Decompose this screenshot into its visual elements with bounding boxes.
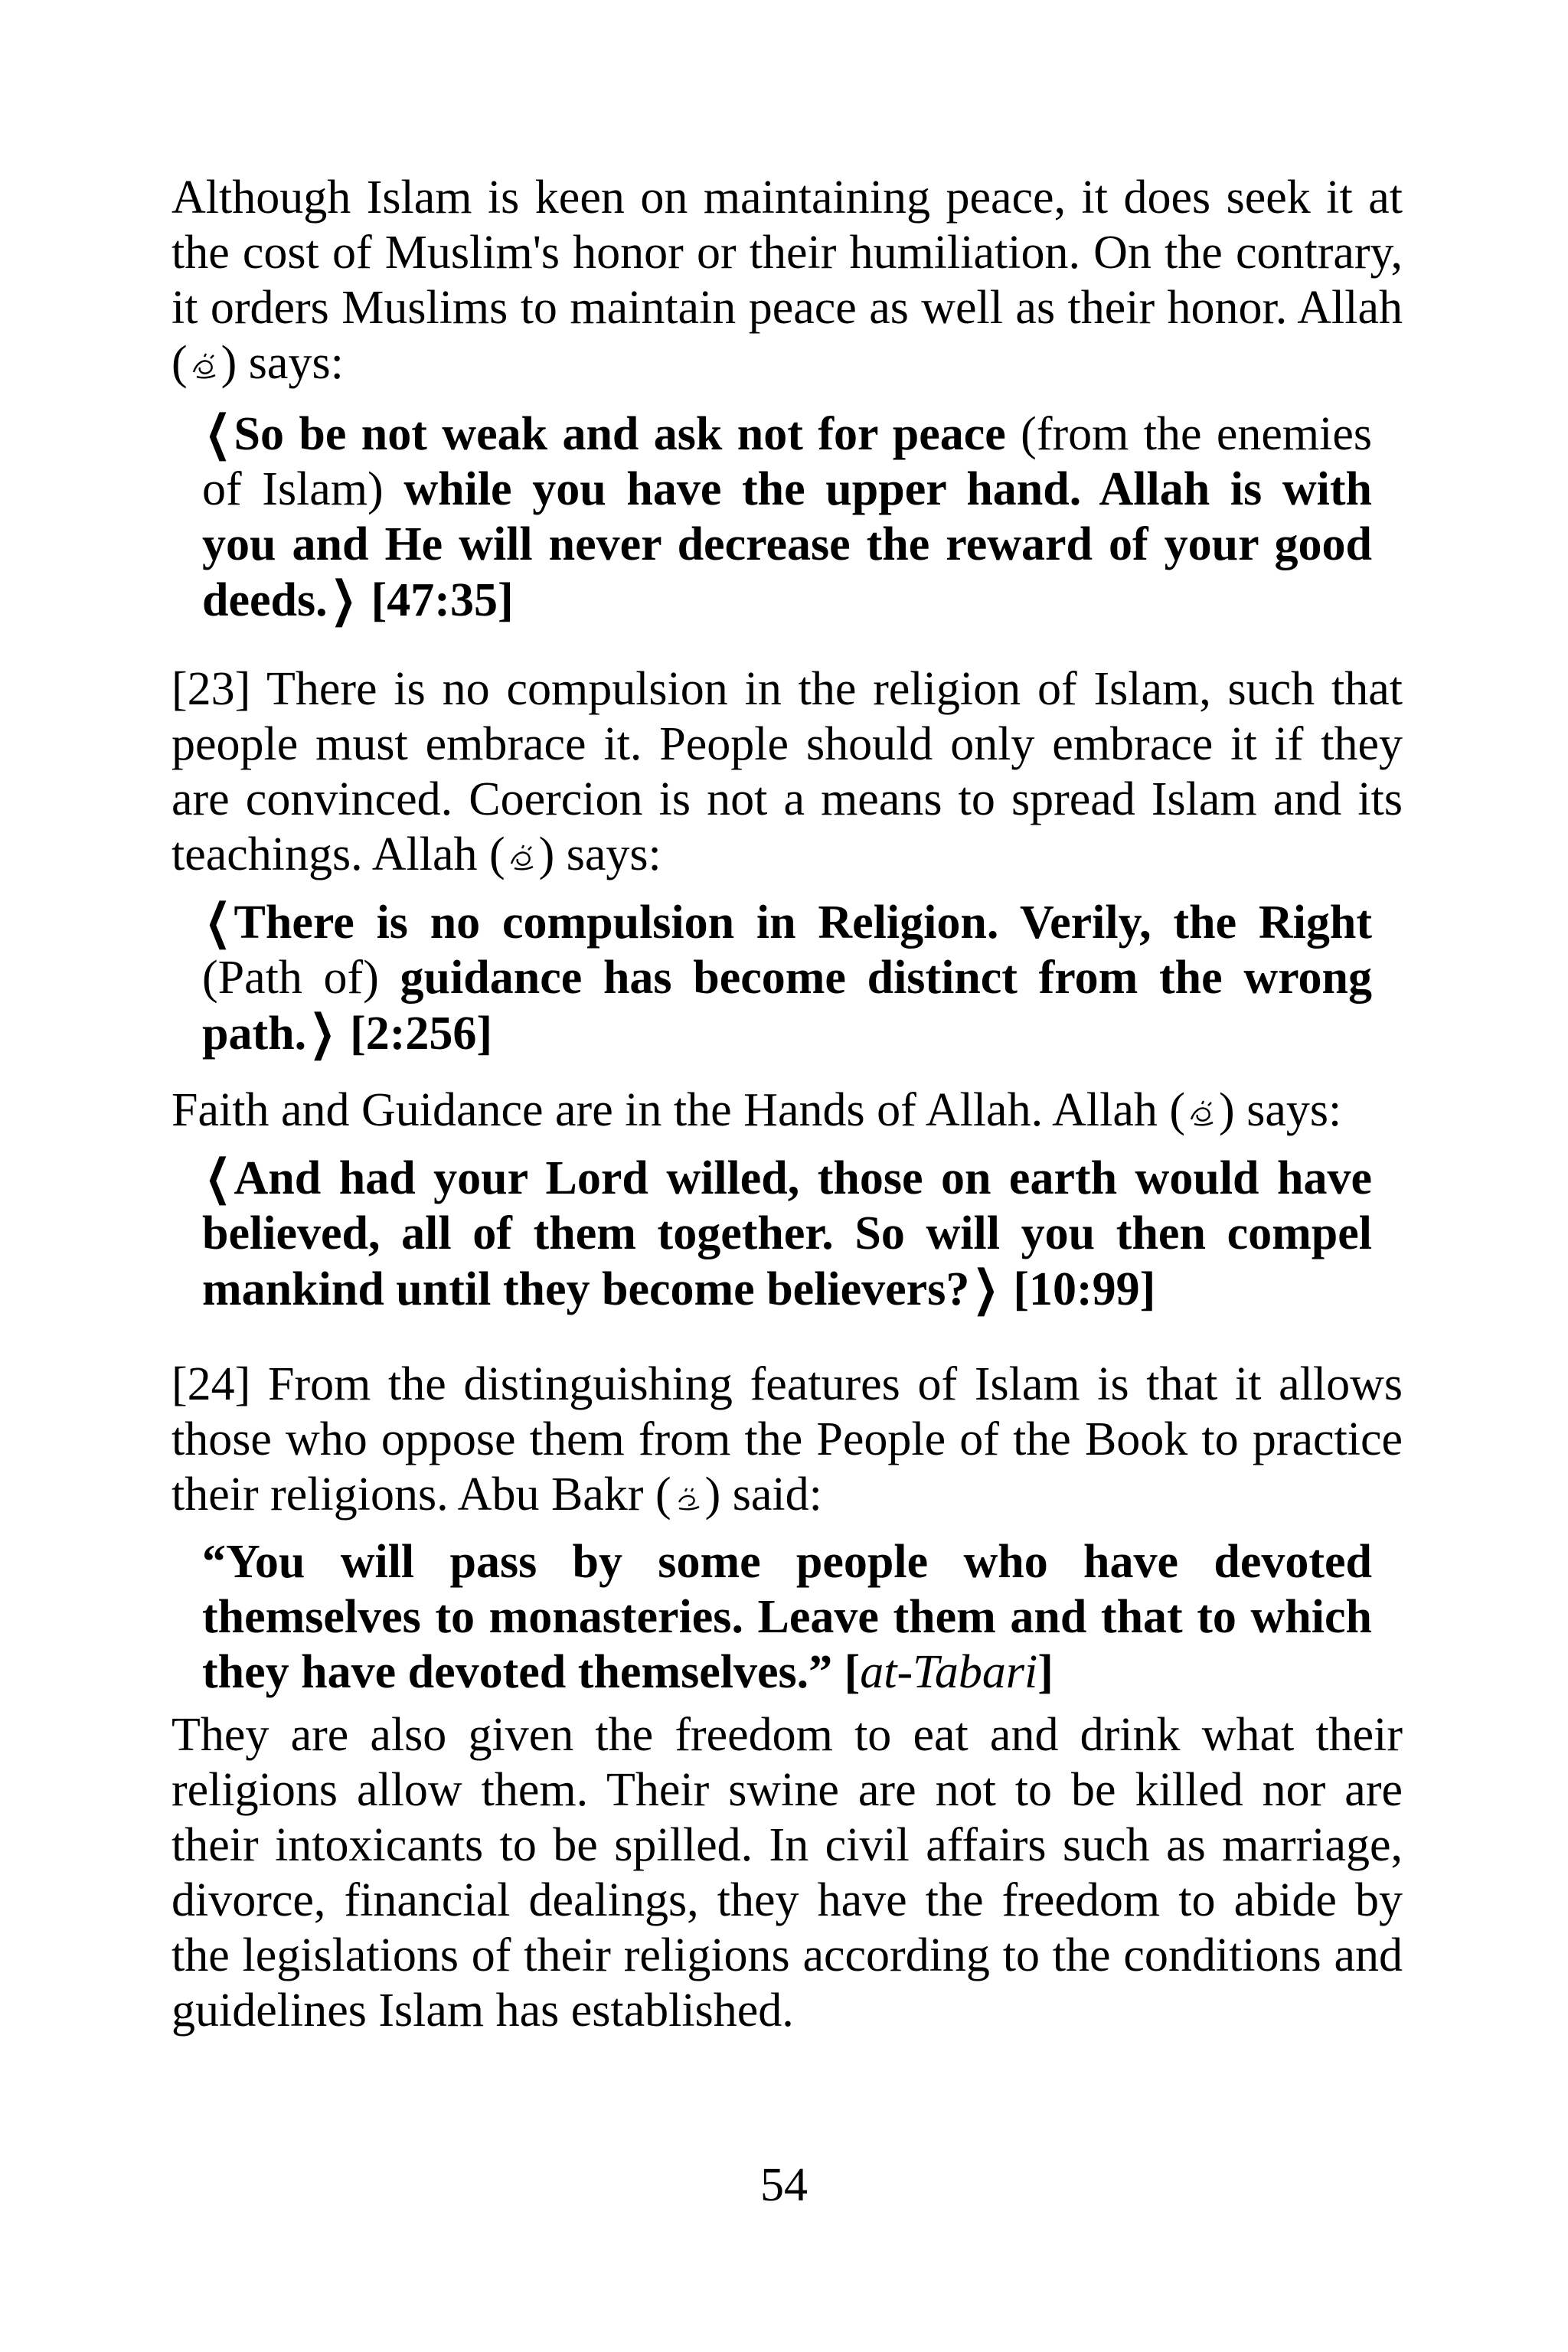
quote-quran-10-99	[202, 1150, 1372, 1317]
quote-reference: [10:99]	[1001, 1263, 1156, 1315]
quote-bold-text: So be not weak and ask not for peace	[234, 408, 1006, 460]
honorific-glyph-icon	[188, 349, 221, 383]
page-number: 54	[760, 2159, 808, 2211]
quote-open-bracket-icon: ❮	[205, 893, 231, 949]
quote-close-bracket-icon: ❯	[309, 1004, 335, 1060]
honorific-glyph-icon	[505, 841, 539, 874]
paragraph-no-compulsion	[172, 662, 1403, 882]
quote-quran-2-256	[202, 894, 1372, 1061]
paragraph-text: ) says:	[220, 337, 344, 389]
quote-plain-text: (Path of)	[202, 952, 400, 1004]
quote-bold-text: And had your Lord willed, those on earth would have believed, all of them together. So will you then compel mankind until they become believers?	[202, 1152, 1372, 1315]
honorific-glyph-icon	[671, 1481, 705, 1514]
paragraph-people-of-book	[172, 1357, 1403, 1522]
quote-open-bracket-icon: ❮	[205, 1149, 231, 1205]
paragraph-text: Although Islam is keen on maintaining peace, it does seek it at the cost of Muslim's honor or their humiliation. On the contrary, it orders Muslims to maintain peace as well as their honor. Allah (	[172, 172, 1403, 389]
quote-plain-text: (from the enemies of Islam)	[202, 408, 1373, 515]
paragraph-text: Faith and Guidance are in the Hands of Allah. Allah (	[172, 1084, 1186, 1136]
quote-abu-bakr	[202, 1534, 1372, 1700]
quote-close-bracket-icon: ❯	[972, 1260, 998, 1316]
paragraph-text: [23] There is no compulsion in the religion of Islam, such that people must embrace it. People should only embrace it if they are convinced. Coercion is not a means to spread Islam and its teachings. Allah (	[172, 663, 1403, 880]
paragraph-text: They are also given the freedom to eat and drink what their religions allow them. Their swine are not to be killed nor are their intoxicants to be spilled. In civil affairs such as marriage, divorce, financial dealings, they have the freedom to abide by the legislations of their religions according to the conditions and guidelines Islam has established.	[172, 1709, 1403, 2037]
quote-bold-text: There is no compulsion in Religion. Verily, the Right	[234, 897, 1372, 949]
paragraph-peace-honor	[172, 170, 1403, 390]
quote-open-bracket-icon: ❮	[205, 405, 231, 461]
paragraph-faith-guidance	[172, 1083, 1403, 1138]
paragraph-text: ) says:	[1219, 1084, 1342, 1136]
paragraph-text: ) says:	[538, 828, 662, 880]
quote-reference-italic: at-Tabari	[860, 1646, 1038, 1698]
paragraph-freedom	[172, 1707, 1403, 2038]
paragraph-text: ) said:	[704, 1468, 822, 1521]
quote-reference: [2:256]	[338, 1008, 493, 1060]
quote-bold-text: “You will pass by some people who have devoted themselves to monasteries. Leave them and that to which they have devoted themselves.” [	[202, 1536, 1372, 1698]
paragraph-text: [24] From the distinguishing features of Islam is that it allows those who oppose them from the People of the Book to practice their religions. Abu Bakr (	[172, 1358, 1403, 1521]
quote-quran-47-35	[202, 406, 1372, 628]
honorific-glyph-icon	[1185, 1096, 1219, 1130]
quote-bold-text: while you have the upper hand. Allah is with you and He will never decrease the reward of your good deeds.	[202, 463, 1372, 626]
quote-bold-text: guidance has become distinct from the wrong path.	[202, 952, 1372, 1060]
quote-close-bracket-icon: ❯	[330, 571, 357, 627]
quote-reference: [47:35]	[359, 574, 514, 626]
quote-reference-close: ]	[1037, 1646, 1054, 1698]
